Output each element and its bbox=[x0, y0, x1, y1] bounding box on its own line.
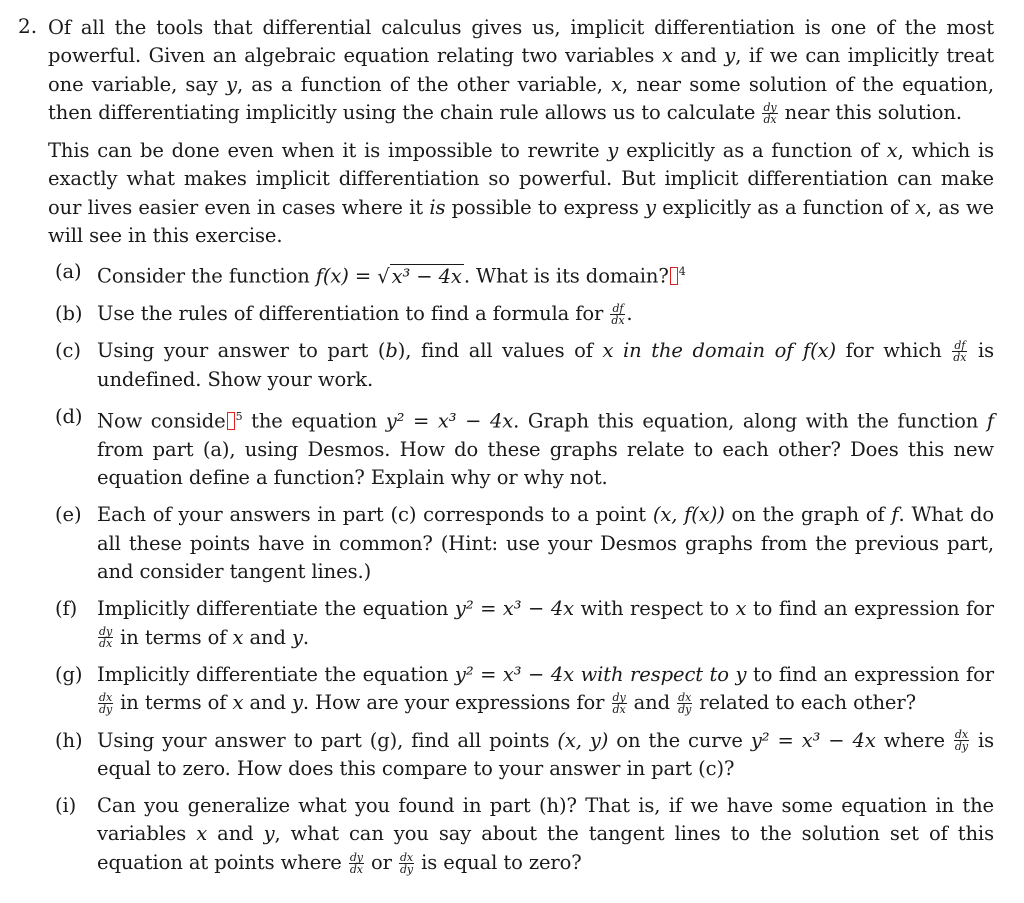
footnote-mark: 4 bbox=[678, 265, 686, 279]
dy-dx-fraction: $\frac{dy}{dx}$ bbox=[349, 850, 363, 876]
part-i: (i) Can you generalize what you found in part (h)? That is, if we have some equation in the variables x and y, what can you say about the tangent lines to the solution set of this equation at points where $\frac{dy}{dx}$ or $\frac{dx}{dy}$ is equal to zero? bbox=[55, 794, 994, 876]
dy-dx-fraction: $\frac{dy}{dx}$ bbox=[612, 691, 626, 717]
part-b: (b) Use the rules of differentiation to find a formula for $\frac{df}{dx}$ . bbox=[55, 302, 633, 328]
dx-dy-fraction: $\frac{dx}{dy}$ bbox=[954, 728, 968, 754]
part-a: (a) Consider the function f(x) = √ x³ − 4x . What is its domain? $^4$ bbox=[18, 258, 994, 291]
problem-number: 2. bbox=[18, 14, 38, 38]
dy-dx-fraction: $\frac{dy}{dx}$ bbox=[763, 100, 777, 126]
dx-dy-fraction: $\frac{dx}{dy}$ bbox=[99, 691, 113, 717]
df-dx-fraction: $\frac{df}{dx}$ bbox=[611, 302, 625, 328]
df-dx-fraction: $\frac{df}{dx}$ bbox=[953, 339, 967, 365]
part-e: (e) Each of your answers in part (c) corresponds to a point (x, f(x)) on the graph of f. What do all these points have in common? (Hint: use your Desmos graphs from the previous part, and consider tangent lines.) bbox=[55, 503, 994, 584]
parts-list bbox=[18, 258, 994, 877]
intro-paragraph-2: This can be done even when it is impossible to rewrite y explicitly as a function of x, which is exactly what makes implicit differentiation so powerful. But implicit differentiation can make our lives easier even in cases where it is possible to express y explicitly as a function of x, as we will see in this exercise. bbox=[48, 139, 994, 248]
part-label: (a) bbox=[55, 260, 82, 284]
part-h: (h) Using your answer to part (g), find all points (x, y) on the curve y² = x³ − 4x where $\frac{dx}{dy}$ is equal to zero. How does this compare to your answer in part (c)? bbox=[55, 728, 994, 780]
annotation-marker[interactable] bbox=[227, 412, 235, 430]
dy-dx-fraction: $\frac{dy}{dx}$ bbox=[99, 625, 113, 651]
part-d: (d) Now conside $^5$ the equation y² = x³ − 4x. Graph this equation, along with the function f from part (a), using Desmos. How do these graphs relate to each other? Does this new equation define a function? Explain why or why not. bbox=[55, 405, 994, 490]
problem-document bbox=[18, 14, 994, 886]
intro-paragraph-1: Of all the tools that differential calculus gives us, implicit differentiation is one of the most powerful. Given an algebraic equation relating two variables x and y, if we can implicitly treat one variable, say y, as a function of the other variable, x, near some solution of the equation, then differentiating implicitly using the chain rule allows us to calculate $\frac{dy}{dx}$ near this solution. bbox=[48, 16, 994, 126]
part-c: (c) Using your answer to part (b), find all values of x in the domain of f(x) for which $\frac{df}{dx}$ is undefined. Show your work. bbox=[55, 339, 995, 391]
square-root: √ x³ − 4x bbox=[377, 264, 462, 288]
dx-dy-fraction: $\frac{dx}{dy}$ bbox=[678, 691, 692, 717]
annotation-marker[interactable] bbox=[670, 267, 678, 285]
dx-dy-fraction: $\frac{dx}{dy}$ bbox=[399, 850, 414, 876]
part-f: (f) Implicitly differentiate the equation y² = x³ − 4x with respect to x to find an expression for $\frac{dy}{dx}$ in terms of x and y. bbox=[55, 597, 995, 651]
part-g: (g) Implicitly differentiate the equation y² = x³ − 4x with respect to y to find an expression for $\frac{dx}{dy}$ in terms of x and y. How are your expressions for $\frac{dy}{dx}$ and $\frac{dx}{dy}$ related to each other? bbox=[55, 662, 995, 717]
